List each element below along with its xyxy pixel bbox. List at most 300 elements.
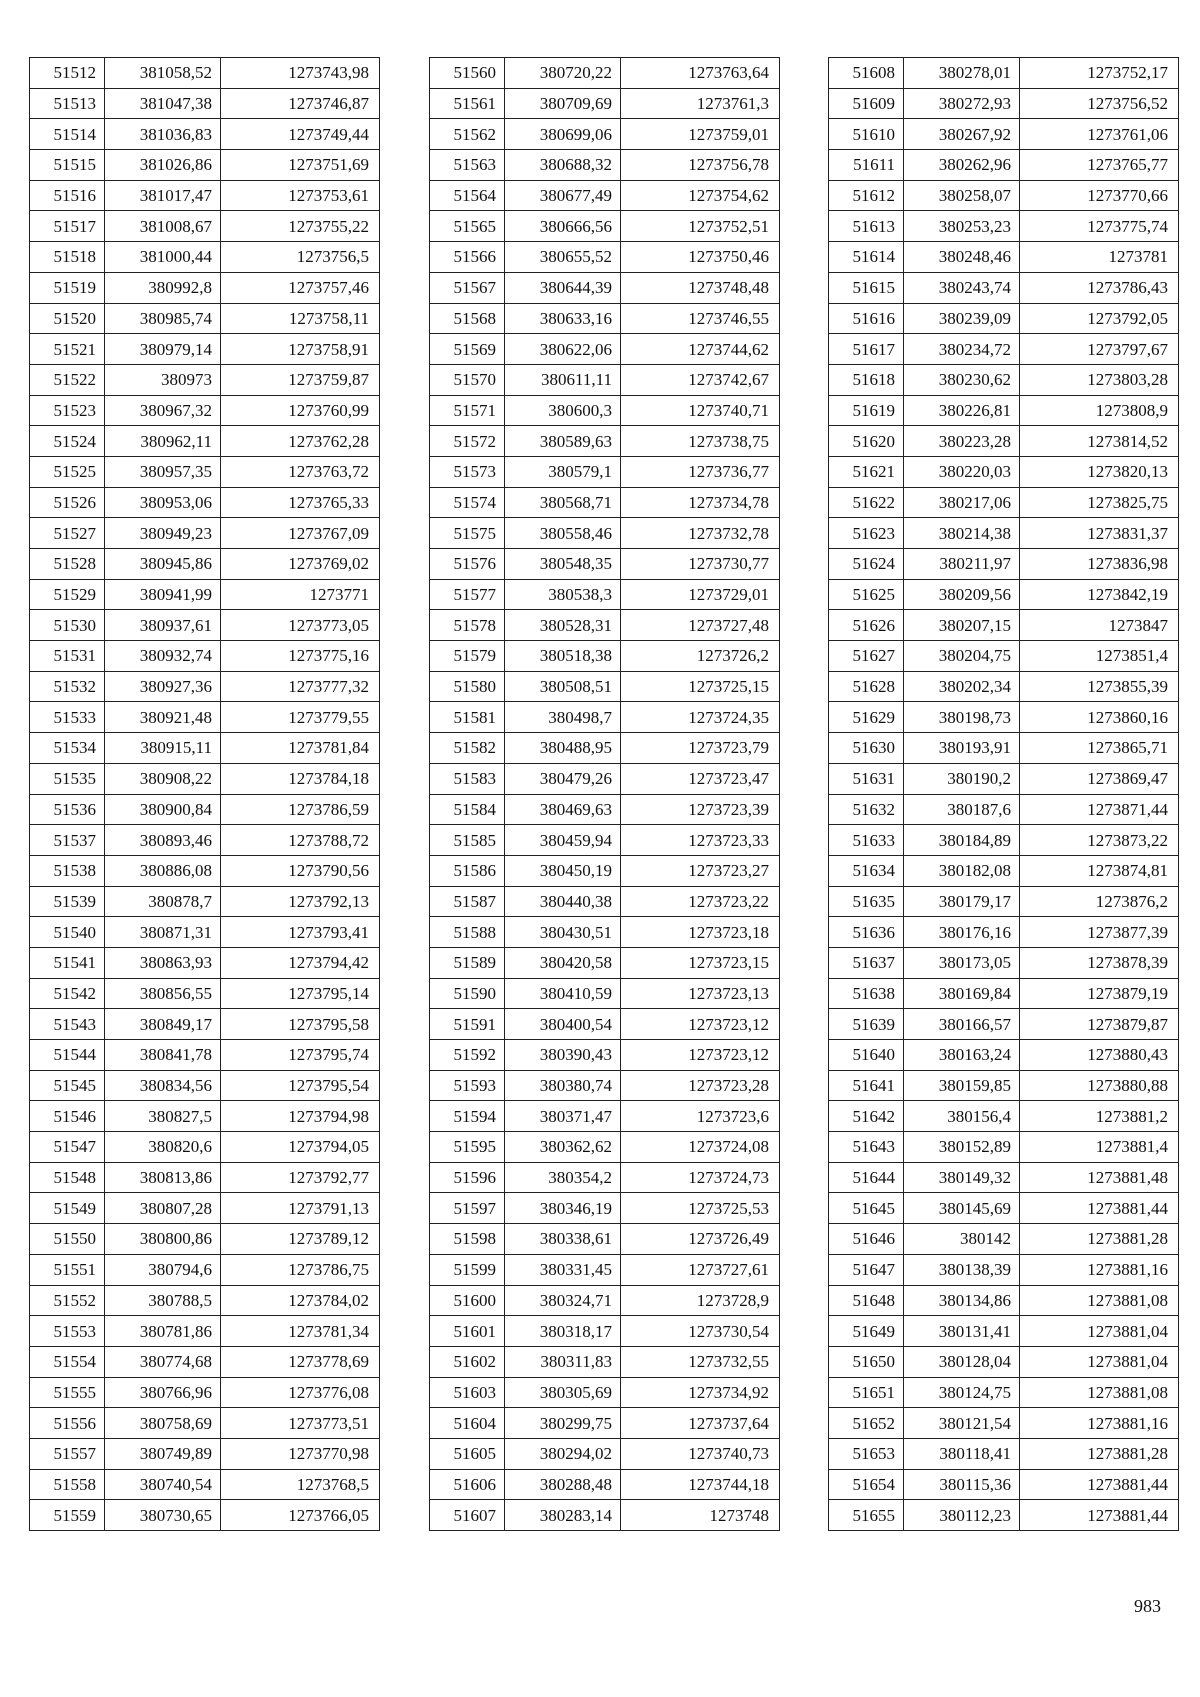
y-coordinate-cell: 1273791,13 (221, 1193, 380, 1224)
point-number-cell: 51529 (30, 579, 105, 610)
point-number-cell: 51579 (430, 641, 505, 672)
table-row (829, 1438, 1179, 1469)
point-number-cell: 51647 (829, 1254, 904, 1285)
table-row (430, 1193, 780, 1224)
point-number-cell: 51555 (30, 1377, 105, 1408)
x-coordinate-cell: 380985,74 (105, 303, 221, 334)
x-coordinate-cell: 380440,38 (505, 886, 621, 917)
x-coordinate-cell: 380979,14 (105, 334, 221, 365)
table-row (30, 456, 380, 487)
point-number-cell: 51521 (30, 334, 105, 365)
point-number-cell: 51523 (30, 395, 105, 426)
table-row (829, 763, 1179, 794)
x-coordinate-cell: 380766,96 (105, 1377, 221, 1408)
point-number-cell: 51585 (430, 825, 505, 856)
table-row (829, 1040, 1179, 1071)
point-number-cell: 51643 (829, 1132, 904, 1163)
y-coordinate-cell: 1273781,34 (221, 1316, 380, 1347)
x-coordinate-cell: 380182,08 (904, 855, 1020, 886)
table-row (30, 978, 380, 1009)
x-coordinate-cell: 380390,43 (505, 1040, 621, 1071)
y-coordinate-cell: 1273779,55 (221, 702, 380, 733)
x-coordinate-cell: 380622,06 (505, 334, 621, 365)
point-number-cell: 51586 (430, 855, 505, 886)
point-number-cell: 51582 (430, 733, 505, 764)
table-row (30, 733, 380, 764)
x-coordinate-cell: 380380,74 (505, 1070, 621, 1101)
table-row (829, 549, 1179, 580)
point-number-cell: 51603 (430, 1377, 505, 1408)
point-number-cell: 51621 (829, 456, 904, 487)
table-row (829, 947, 1179, 978)
point-number-cell: 51632 (829, 794, 904, 825)
point-number-cell: 51645 (829, 1193, 904, 1224)
x-coordinate-cell: 380156,4 (904, 1101, 1020, 1132)
x-coordinate-cell: 380223,28 (904, 426, 1020, 457)
x-coordinate-cell: 380198,73 (904, 702, 1020, 733)
point-number-cell: 51570 (430, 364, 505, 395)
table-row (829, 1408, 1179, 1439)
table-row (30, 825, 380, 856)
y-coordinate-cell: 1273746,87 (221, 88, 380, 119)
y-coordinate-cell: 1273773,05 (221, 610, 380, 641)
x-coordinate-cell: 380794,6 (105, 1254, 221, 1285)
x-coordinate-cell: 380138,39 (904, 1254, 1020, 1285)
table-row (30, 180, 380, 211)
point-number-cell: 51612 (829, 180, 904, 211)
table-row (430, 1346, 780, 1377)
table-row (829, 487, 1179, 518)
x-coordinate-cell: 380856,55 (105, 978, 221, 1009)
y-coordinate-cell: 1273754,62 (621, 180, 780, 211)
table-body (30, 58, 380, 1531)
table-row (829, 702, 1179, 733)
table-row (829, 1101, 1179, 1132)
y-coordinate-cell: 1273736,77 (621, 456, 780, 487)
table-row (30, 334, 380, 365)
y-coordinate-cell: 1273760,99 (221, 395, 380, 426)
point-number-cell: 51626 (829, 610, 904, 641)
table-row (430, 671, 780, 702)
table-row (30, 1285, 380, 1316)
x-coordinate-cell: 380699,06 (505, 119, 621, 150)
point-number-cell: 51605 (430, 1438, 505, 1469)
y-coordinate-cell: 1273756,78 (621, 150, 780, 181)
point-number-cell: 51561 (430, 88, 505, 119)
x-coordinate-cell: 380841,78 (105, 1040, 221, 1071)
table-row (30, 1193, 380, 1224)
x-coordinate-cell: 380430,51 (505, 917, 621, 948)
table-row (430, 702, 780, 733)
x-coordinate-cell: 380915,11 (105, 733, 221, 764)
point-number-cell: 51540 (30, 917, 105, 948)
table-row (430, 886, 780, 917)
table-row (430, 1408, 780, 1439)
y-coordinate-cell: 1273877,39 (1020, 917, 1179, 948)
point-number-cell: 51575 (430, 518, 505, 549)
table-row (30, 1162, 380, 1193)
point-number-cell: 51618 (829, 364, 904, 395)
table-row (430, 1162, 780, 1193)
table-row (829, 917, 1179, 948)
x-coordinate-cell: 380488,95 (505, 733, 621, 764)
x-coordinate-cell: 380558,46 (505, 518, 621, 549)
y-coordinate-cell: 1273723,12 (621, 1040, 780, 1071)
y-coordinate-cell: 1273725,53 (621, 1193, 780, 1224)
y-coordinate-cell: 1273860,16 (1020, 702, 1179, 733)
x-coordinate-cell: 380827,5 (105, 1101, 221, 1132)
point-number-cell: 51602 (430, 1346, 505, 1377)
table-row (829, 426, 1179, 457)
table-row (30, 579, 380, 610)
point-number-cell: 51634 (829, 855, 904, 886)
point-number-cell: 51633 (829, 825, 904, 856)
point-number-cell: 51607 (430, 1500, 505, 1531)
y-coordinate-cell: 1273765,33 (221, 487, 380, 518)
y-coordinate-cell: 1273792,13 (221, 886, 380, 917)
y-coordinate-cell: 1273752,17 (1020, 58, 1179, 89)
table-row (829, 978, 1179, 1009)
x-coordinate-cell: 380945,86 (105, 549, 221, 580)
x-coordinate-cell: 380220,03 (904, 456, 1020, 487)
table-row (430, 150, 780, 181)
x-coordinate-cell: 380863,93 (105, 947, 221, 978)
x-coordinate-cell: 381008,67 (105, 211, 221, 242)
point-number-cell: 51576 (430, 549, 505, 580)
table-row (829, 58, 1179, 89)
point-number-cell: 51535 (30, 763, 105, 794)
point-number-cell: 51528 (30, 549, 105, 580)
y-coordinate-cell: 1273881,28 (1020, 1438, 1179, 1469)
y-coordinate-cell: 1273743,98 (221, 58, 380, 89)
y-coordinate-cell: 1273744,62 (621, 334, 780, 365)
point-number-cell: 51595 (430, 1132, 505, 1163)
point-number-cell: 51648 (829, 1285, 904, 1316)
y-coordinate-cell: 1273723,18 (621, 917, 780, 948)
x-coordinate-cell: 380548,35 (505, 549, 621, 580)
y-coordinate-cell: 1273820,13 (1020, 456, 1179, 487)
x-coordinate-cell: 380932,74 (105, 641, 221, 672)
point-number-cell: 51652 (829, 1408, 904, 1439)
x-coordinate-cell: 380202,34 (904, 671, 1020, 702)
table-row (829, 364, 1179, 395)
x-coordinate-cell: 380190,2 (904, 763, 1020, 794)
table-row (829, 1254, 1179, 1285)
point-number-cell: 51589 (430, 947, 505, 978)
table-row (30, 395, 380, 426)
y-coordinate-cell: 1273759,01 (621, 119, 780, 150)
table-row (430, 58, 780, 89)
x-coordinate-cell: 380294,02 (505, 1438, 621, 1469)
table-row (30, 272, 380, 303)
table-row (430, 579, 780, 610)
point-number-cell: 51534 (30, 733, 105, 764)
table-row (430, 88, 780, 119)
y-coordinate-cell: 1273740,71 (621, 395, 780, 426)
table-row (430, 364, 780, 395)
y-coordinate-cell: 1273755,22 (221, 211, 380, 242)
x-coordinate-cell: 381026,86 (105, 150, 221, 181)
table-row (430, 641, 780, 672)
x-coordinate-cell: 380362,62 (505, 1132, 621, 1163)
x-coordinate-cell: 380900,84 (105, 794, 221, 825)
x-coordinate-cell: 380354,2 (505, 1162, 621, 1193)
table-row (30, 211, 380, 242)
point-number-cell: 51627 (829, 641, 904, 672)
point-number-cell: 51623 (829, 518, 904, 549)
table-row (829, 1009, 1179, 1040)
x-coordinate-cell: 380677,49 (505, 180, 621, 211)
y-coordinate-cell: 1273732,78 (621, 518, 780, 549)
x-coordinate-cell: 380115,36 (904, 1469, 1020, 1500)
y-coordinate-cell: 1273871,44 (1020, 794, 1179, 825)
y-coordinate-cell: 1273881,28 (1020, 1224, 1179, 1255)
x-coordinate-cell: 380211,97 (904, 549, 1020, 580)
table-row (430, 1009, 780, 1040)
table-row (430, 1500, 780, 1531)
table-row (30, 702, 380, 733)
table-row (829, 733, 1179, 764)
point-number-cell: 51628 (829, 671, 904, 702)
table-row (430, 242, 780, 273)
point-number-cell: 51601 (430, 1316, 505, 1347)
point-number-cell: 51537 (30, 825, 105, 856)
y-coordinate-cell: 1273795,74 (221, 1040, 380, 1071)
table-row (430, 303, 780, 334)
point-number-cell: 51630 (829, 733, 904, 764)
x-coordinate-cell: 380288,48 (505, 1469, 621, 1500)
x-coordinate-cell: 380346,19 (505, 1193, 621, 1224)
point-number-cell: 51539 (30, 886, 105, 917)
x-coordinate-cell: 380568,71 (505, 487, 621, 518)
table-row (829, 211, 1179, 242)
y-coordinate-cell: 1273880,43 (1020, 1040, 1179, 1071)
y-coordinate-cell: 1273794,98 (221, 1101, 380, 1132)
table-row (829, 886, 1179, 917)
x-coordinate-cell: 380124,75 (904, 1377, 1020, 1408)
y-coordinate-cell: 1273881,16 (1020, 1254, 1179, 1285)
point-number-cell: 51650 (829, 1346, 904, 1377)
table-row (829, 610, 1179, 641)
y-coordinate-cell: 1273761,06 (1020, 119, 1179, 150)
table-row (430, 518, 780, 549)
y-coordinate-cell: 1273727,61 (621, 1254, 780, 1285)
x-coordinate-cell: 381036,83 (105, 119, 221, 150)
y-coordinate-cell: 1273769,02 (221, 549, 380, 580)
y-coordinate-cell: 1273790,56 (221, 855, 380, 886)
table-row (430, 487, 780, 518)
point-number-cell: 51646 (829, 1224, 904, 1255)
table-row (430, 917, 780, 948)
point-number-cell: 51550 (30, 1224, 105, 1255)
table-row (430, 855, 780, 886)
x-coordinate-cell: 380243,74 (904, 272, 1020, 303)
point-number-cell: 51637 (829, 947, 904, 978)
coordinate-table-1 (29, 57, 380, 1531)
table-row (430, 1469, 780, 1500)
x-coordinate-cell: 380498,7 (505, 702, 621, 733)
coordinate-table-2 (429, 57, 780, 1531)
y-coordinate-cell: 1273881,08 (1020, 1377, 1179, 1408)
point-number-cell: 51530 (30, 610, 105, 641)
point-number-cell: 51616 (829, 303, 904, 334)
table-row (30, 364, 380, 395)
y-coordinate-cell: 1273728,9 (621, 1285, 780, 1316)
table-row (430, 1285, 780, 1316)
table-row (829, 456, 1179, 487)
point-number-cell: 51549 (30, 1193, 105, 1224)
y-coordinate-cell: 1273881,44 (1020, 1500, 1179, 1531)
x-coordinate-cell: 380207,15 (904, 610, 1020, 641)
point-number-cell: 51629 (829, 702, 904, 733)
x-coordinate-cell: 381017,47 (105, 180, 221, 211)
y-coordinate-cell: 1273768,5 (221, 1469, 380, 1500)
table-row (829, 794, 1179, 825)
point-number-cell: 51583 (430, 763, 505, 794)
y-coordinate-cell: 1273792,05 (1020, 303, 1179, 334)
table-row (829, 1285, 1179, 1316)
point-number-cell: 51526 (30, 487, 105, 518)
y-coordinate-cell: 1273876,2 (1020, 886, 1179, 917)
point-number-cell: 51568 (430, 303, 505, 334)
y-coordinate-cell: 1273734,92 (621, 1377, 780, 1408)
point-number-cell: 51543 (30, 1009, 105, 1040)
table-row (30, 150, 380, 181)
y-coordinate-cell: 1273723,39 (621, 794, 780, 825)
x-coordinate-cell: 380272,93 (904, 88, 1020, 119)
y-coordinate-cell: 1273771 (221, 579, 380, 610)
x-coordinate-cell: 380169,84 (904, 978, 1020, 1009)
y-coordinate-cell: 1273758,91 (221, 334, 380, 365)
point-number-cell: 51596 (430, 1162, 505, 1193)
y-coordinate-cell: 1273794,42 (221, 947, 380, 978)
table-row (829, 1224, 1179, 1255)
point-number-cell: 51541 (30, 947, 105, 978)
table-row (430, 456, 780, 487)
table-row (430, 549, 780, 580)
table-row (30, 119, 380, 150)
point-number-cell: 51638 (829, 978, 904, 1009)
x-coordinate-cell: 380173,05 (904, 947, 1020, 978)
y-coordinate-cell: 1273742,67 (621, 364, 780, 395)
y-coordinate-cell: 1273773,51 (221, 1408, 380, 1439)
table-row (829, 334, 1179, 365)
table-row (430, 1377, 780, 1408)
table-row (30, 1316, 380, 1347)
coordinate-table-3 (828, 57, 1179, 1531)
table-body (430, 58, 780, 1531)
point-number-cell: 51546 (30, 1101, 105, 1132)
point-number-cell: 51593 (430, 1070, 505, 1101)
y-coordinate-cell: 1273738,75 (621, 426, 780, 457)
point-number-cell: 51639 (829, 1009, 904, 1040)
y-coordinate-cell: 1273777,32 (221, 671, 380, 702)
table-row (30, 1070, 380, 1101)
point-number-cell: 51563 (430, 150, 505, 181)
y-coordinate-cell: 1273750,46 (621, 242, 780, 273)
point-number-cell: 51653 (829, 1438, 904, 1469)
point-number-cell: 51544 (30, 1040, 105, 1071)
table-row (30, 1438, 380, 1469)
table-row (30, 947, 380, 978)
table-row (829, 825, 1179, 856)
table-row (30, 1500, 380, 1531)
x-coordinate-cell: 380145,69 (904, 1193, 1020, 1224)
x-coordinate-cell: 380234,72 (904, 334, 1020, 365)
x-coordinate-cell: 380214,38 (904, 518, 1020, 549)
point-number-cell: 51524 (30, 426, 105, 457)
x-coordinate-cell: 380849,17 (105, 1009, 221, 1040)
table-row (30, 88, 380, 119)
x-coordinate-cell: 380118,41 (904, 1438, 1020, 1469)
table-row (30, 1009, 380, 1040)
y-coordinate-cell: 1273786,75 (221, 1254, 380, 1285)
table-row (430, 733, 780, 764)
table-row (829, 518, 1179, 549)
point-number-cell: 51609 (829, 88, 904, 119)
table-row (30, 549, 380, 580)
x-coordinate-cell: 380720,22 (505, 58, 621, 89)
table-row (430, 119, 780, 150)
x-coordinate-cell: 380193,91 (904, 733, 1020, 764)
x-coordinate-cell: 380941,99 (105, 579, 221, 610)
x-coordinate-cell: 380152,89 (904, 1132, 1020, 1163)
y-coordinate-cell: 1273803,28 (1020, 364, 1179, 395)
point-number-cell: 51580 (430, 671, 505, 702)
x-coordinate-cell: 380230,62 (904, 364, 1020, 395)
point-number-cell: 51641 (829, 1070, 904, 1101)
y-coordinate-cell: 1273789,12 (221, 1224, 380, 1255)
y-coordinate-cell: 1273723,79 (621, 733, 780, 764)
point-number-cell: 51533 (30, 702, 105, 733)
x-coordinate-cell: 380800,86 (105, 1224, 221, 1255)
table-row (430, 1040, 780, 1071)
table-row (829, 119, 1179, 150)
point-number-cell: 51655 (829, 1500, 904, 1531)
table-row (430, 426, 780, 457)
table-row (829, 1193, 1179, 1224)
point-number-cell: 51552 (30, 1285, 105, 1316)
point-number-cell: 51587 (430, 886, 505, 917)
x-coordinate-cell: 380142 (904, 1224, 1020, 1255)
point-number-cell: 51554 (30, 1346, 105, 1377)
x-coordinate-cell: 380749,89 (105, 1438, 221, 1469)
point-number-cell: 51558 (30, 1469, 105, 1500)
point-number-cell: 51615 (829, 272, 904, 303)
y-coordinate-cell: 1273874,81 (1020, 855, 1179, 886)
x-coordinate-cell: 380949,23 (105, 518, 221, 549)
x-coordinate-cell: 380740,54 (105, 1469, 221, 1500)
y-coordinate-cell: 1273793,41 (221, 917, 380, 948)
x-coordinate-cell: 380166,57 (904, 1009, 1020, 1040)
point-number-cell: 51569 (430, 334, 505, 365)
y-coordinate-cell: 1273744,18 (621, 1469, 780, 1500)
x-coordinate-cell: 380820,6 (105, 1132, 221, 1163)
x-coordinate-cell: 380278,01 (904, 58, 1020, 89)
x-coordinate-cell: 381058,52 (105, 58, 221, 89)
x-coordinate-cell: 380730,65 (105, 1500, 221, 1531)
point-number-cell: 51584 (430, 794, 505, 825)
point-number-cell: 51581 (430, 702, 505, 733)
x-coordinate-cell: 380318,17 (505, 1316, 621, 1347)
table-row (829, 641, 1179, 672)
point-number-cell: 51590 (430, 978, 505, 1009)
point-number-cell: 51578 (430, 610, 505, 641)
y-coordinate-cell: 1273873,22 (1020, 825, 1179, 856)
x-coordinate-cell: 380400,54 (505, 1009, 621, 1040)
x-coordinate-cell: 380908,22 (105, 763, 221, 794)
y-coordinate-cell: 1273748,48 (621, 272, 780, 303)
